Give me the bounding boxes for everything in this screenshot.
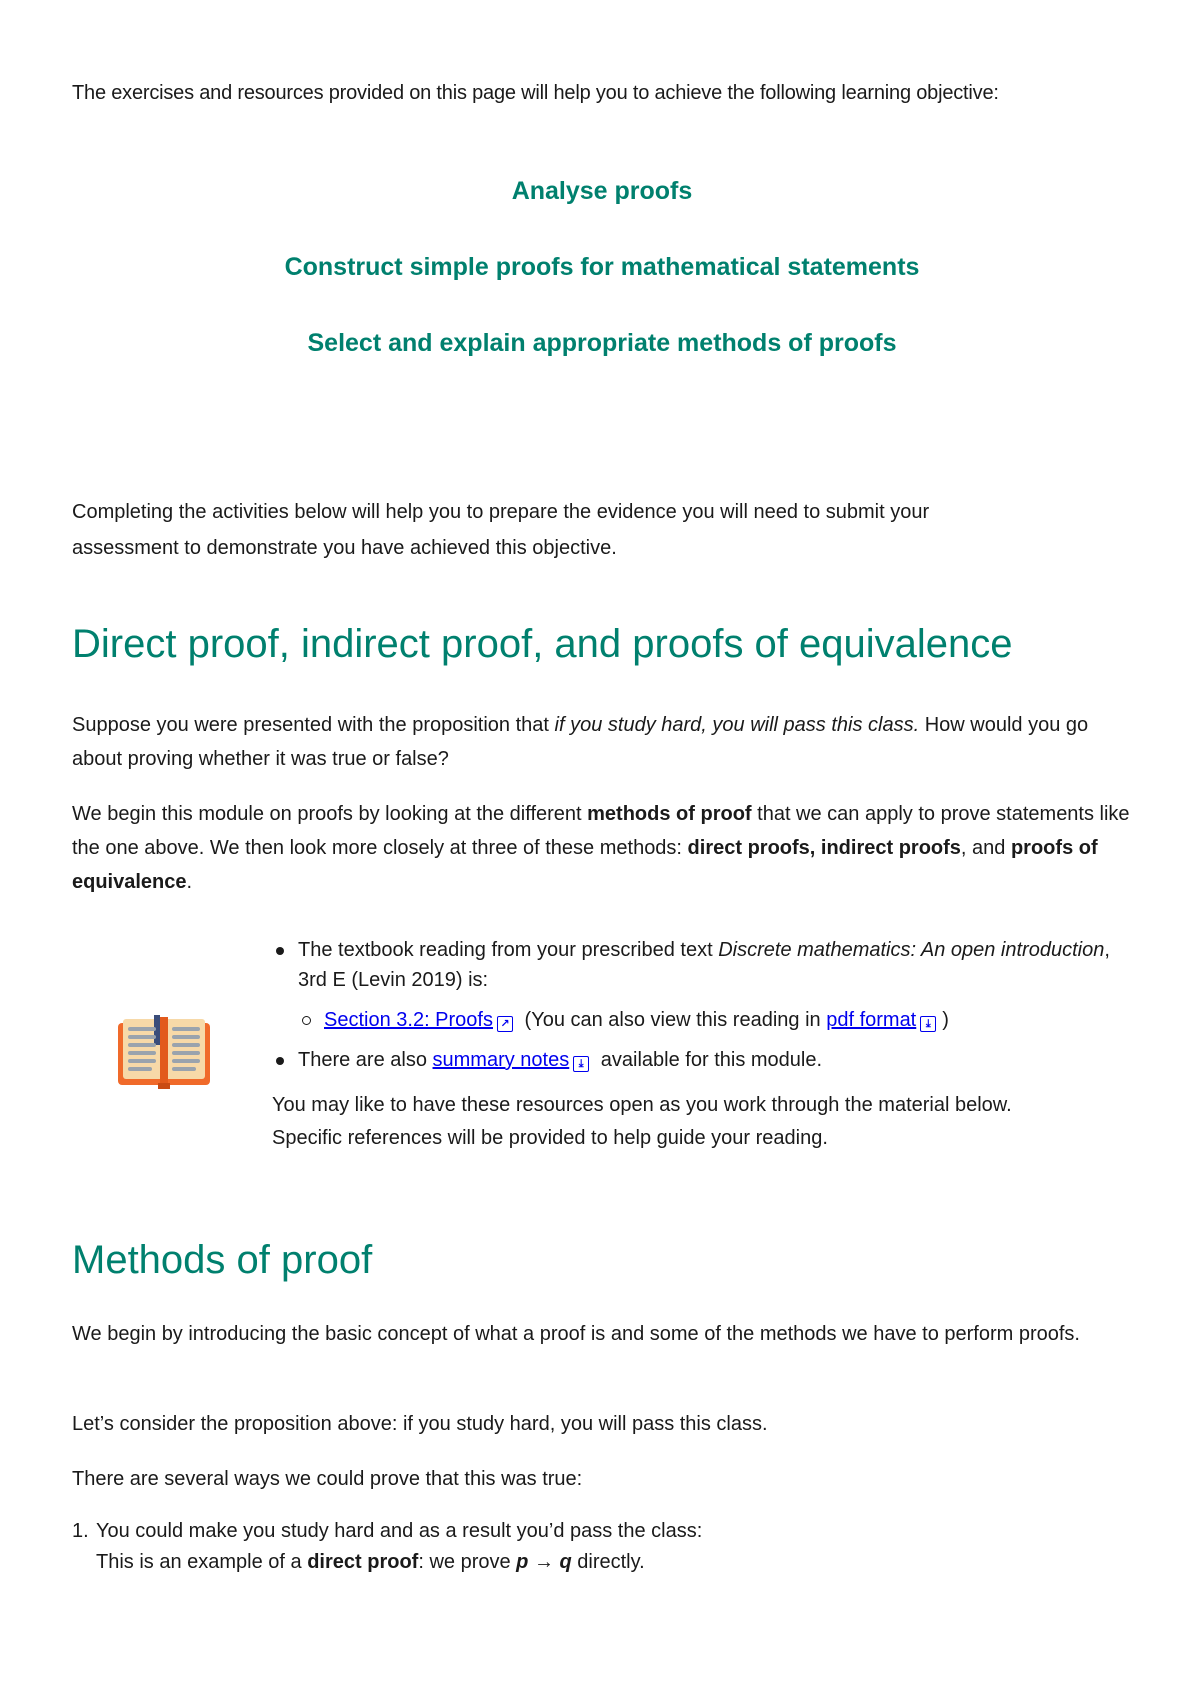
objective-construct: Construct simple proofs for mathematical statements — [284, 253, 920, 281]
completing-line-1: Completing the activities below will help you to prepare the evidence you will need to submit your — [72, 501, 930, 523]
pdf-format-link[interactable]: pdf format — [826, 1009, 917, 1031]
suppose-text-2: How would you go about proving whether it was true or false? — [72, 714, 1089, 770]
external-link-icon[interactable]: ↗ — [497, 1016, 513, 1032]
several-ways-paragraph: There are several ways we could prove that this was true: — [72, 1468, 583, 1490]
indirect-proofs-bold: indirect proofs — [820, 837, 961, 859]
list-item-line-2 — [96, 1547, 702, 1578]
resources-note-line-2: Specific references will be provided to help guide your reading. — [272, 1127, 828, 1149]
summary-notes-link[interactable]: summary notes — [432, 1049, 570, 1071]
consider-proposition-paragraph: Let’s consider the proposition above: if you study hard, you will pass this class. — [72, 1413, 768, 1435]
direct-proof-text-2: : we prove — [418, 1551, 517, 1573]
pdf-file-icon[interactable]: ⤓ — [573, 1056, 589, 1072]
pdf-note-end: ) — [942, 1009, 949, 1031]
completing-text — [72, 494, 929, 566]
bullet-icon — [276, 1057, 284, 1065]
list-item-content — [72, 1516, 702, 1578]
resource-item-textbook — [272, 935, 1132, 995]
objective-select: Select and explain appropriate methods of proofs — [307, 329, 897, 357]
section-heading-direct-proof: Direct proof, indirect proof, and proofs of equivalence — [72, 622, 1013, 666]
direct-proof-text-3: directly. — [571, 1551, 645, 1573]
textbook-text-1: The textbook reading from your prescribed text — [298, 939, 719, 961]
direct-proof-bold: direct proof — [307, 1551, 419, 1573]
intro-text: The exercises and resources provided on this page will help you to achieve the following learning objective: — [72, 82, 999, 104]
proposition-italic: if you study hard, you will pass this class. — [554, 714, 920, 736]
direct-proof-text-1: This is an example of a — [96, 1551, 308, 1573]
section-heading-methods-of-proof: Methods of proof — [72, 1238, 373, 1282]
methods-of-proof-bold: methods of proof — [587, 803, 752, 825]
learning-objectives — [72, 176, 1132, 404]
proof-concept-paragraph: We begin by introducing the basic concept of what a proof is and some of the methods we have to perform proofs. — [72, 1323, 1080, 1345]
begin-text-4: , and — [960, 837, 1011, 859]
pdf-note-text: (You can also view this reading in — [518, 1009, 827, 1031]
resources-list — [272, 935, 1132, 1155]
methods-intro-paragraph — [72, 797, 1132, 899]
begin-text-5: . — [186, 871, 193, 893]
bullet-icon — [276, 947, 284, 955]
begin-text-2: that we can apply to prove statements like the one above. We then look more closely at three of these methods: — [72, 803, 1130, 859]
list-item-line-1: You could make you study hard and as a result you’d pass the class: — [96, 1520, 703, 1542]
objective-analyse: Analyse proofs — [511, 177, 693, 205]
implication-math: p → q — [516, 1551, 572, 1573]
direct-proofs-bold: direct proofs, — [687, 837, 816, 859]
resource-subitem-section — [272, 1005, 1132, 1035]
summary-text-1: There are also — [298, 1049, 433, 1071]
proof-methods-list — [72, 1516, 702, 1578]
summary-text-2: available for this module. — [595, 1049, 823, 1071]
resources-box — [72, 935, 1132, 1165]
begin-text-1: We begin this module on proofs by looking at the different — [72, 803, 588, 825]
proofs-of-equivalence-bold: proofs of equivalence — [72, 837, 1098, 893]
completing-line-2: assessment to demonstrate you have achieved this objective. — [72, 537, 617, 559]
textbook-text-2: , 3rd E (Levin 2019) is: — [298, 939, 1110, 991]
resource-item-summary — [272, 1045, 1132, 1075]
list-item — [72, 1516, 702, 1578]
suppose-text-1: Suppose you were presented with the proposition that — [72, 714, 555, 736]
pdf-file-icon[interactable]: ⤓ — [920, 1016, 936, 1032]
resources-note-line-1: You may like to have these resources open as you work through the material below. — [272, 1094, 1012, 1116]
textbook-title: Discrete mathematics: An open introduction — [718, 939, 1105, 961]
section-3-2-link[interactable]: Section 3.2: Proofs — [324, 1009, 493, 1031]
open-book-icon — [116, 1015, 212, 1091]
list-number: 1. — [72, 1520, 89, 1542]
suppose-paragraph — [72, 708, 1132, 776]
resources-note — [272, 1089, 1132, 1155]
circle-bullet-icon — [302, 1016, 311, 1025]
